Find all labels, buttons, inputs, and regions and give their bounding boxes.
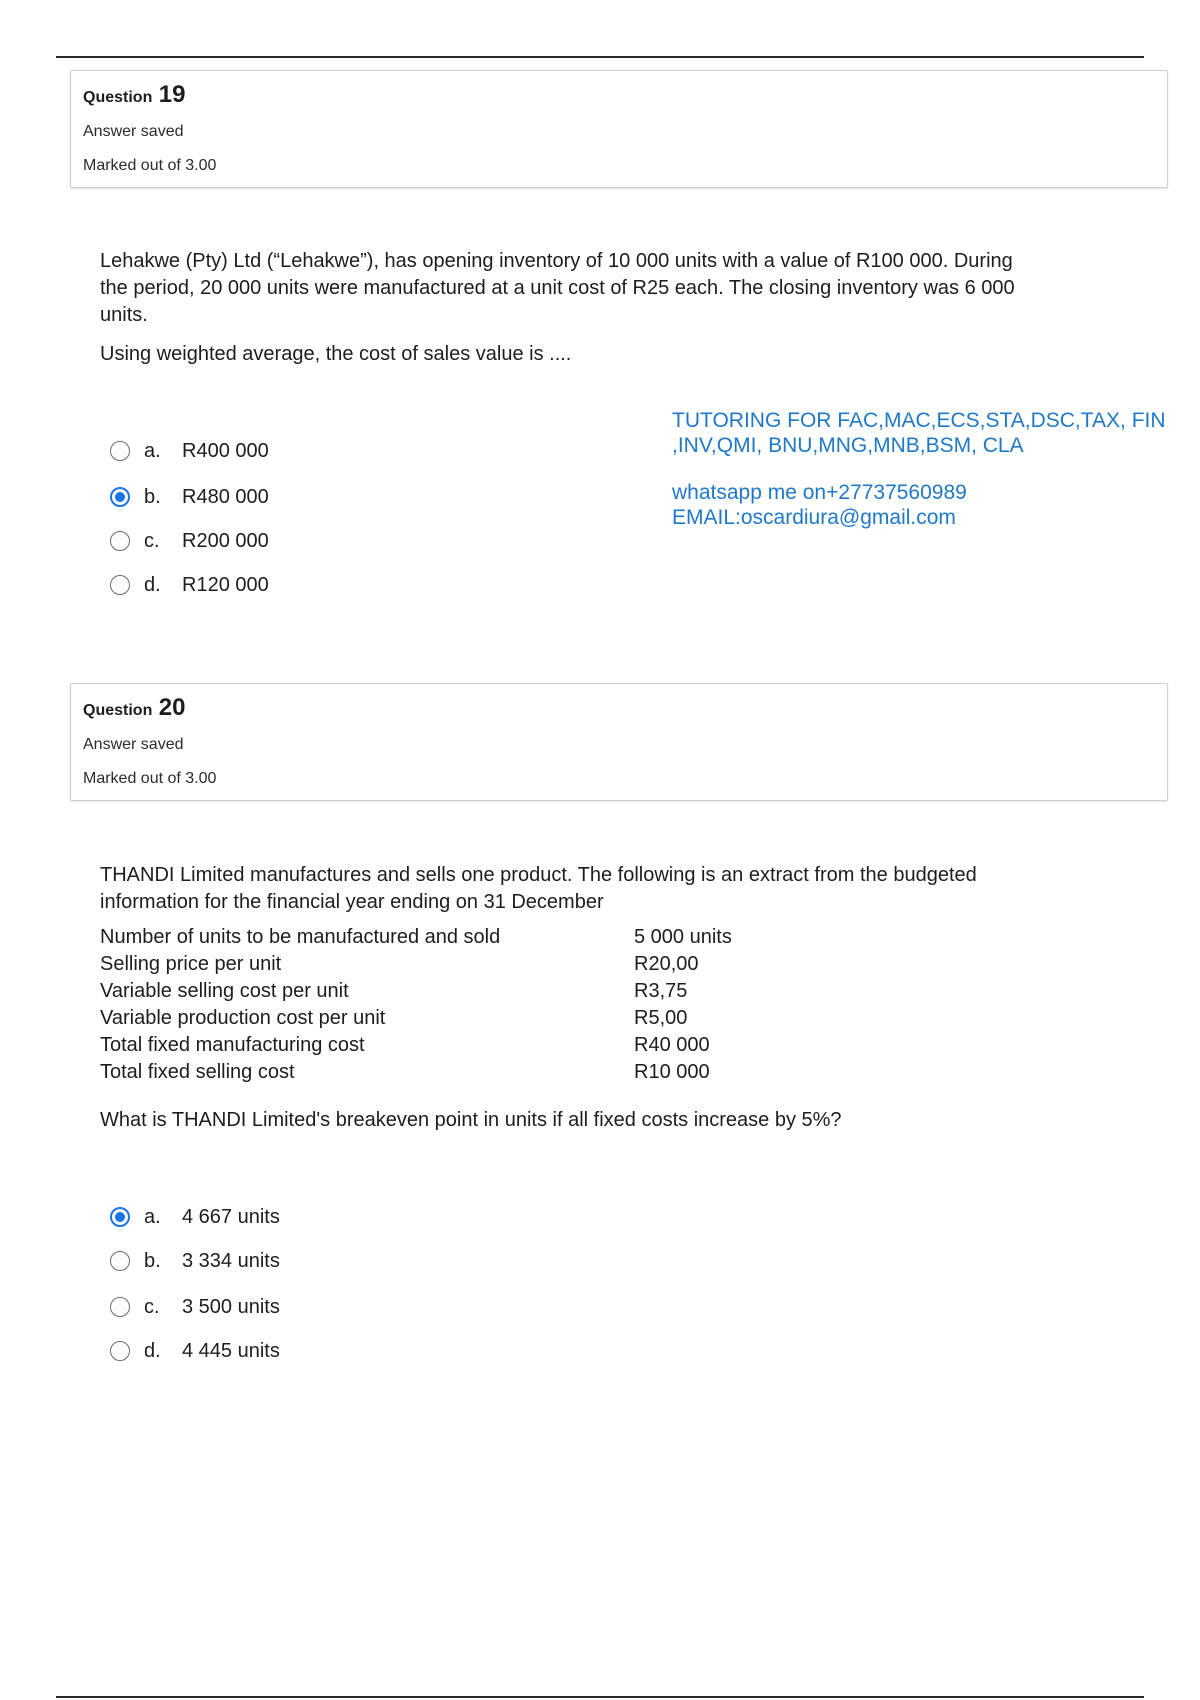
answer-option-b[interactable]: b. R480 000 — [110, 482, 410, 512]
page-top-rule — [56, 56, 1144, 58]
table-row: Variable selling cost per unit R3,75 — [100, 980, 688, 1002]
answer-option-c[interactable]: c. R200 000 — [110, 526, 410, 556]
table-row: Variable production cost per unit R5,00 — [100, 1007, 688, 1029]
question-20-prompt: What is THANDI Limited's breakeven point in units if all fixed costs increase by 5%? — [100, 1109, 842, 1131]
grade-info: Marked out of 3.00 — [83, 770, 217, 787]
question-19-info — [70, 70, 1168, 188]
answer-option-c[interactable]: c. 3 500 units — [110, 1292, 410, 1322]
budget-extract-table — [100, 924, 800, 1086]
radio-button[interactable] — [110, 1251, 130, 1271]
answer-option-a[interactable]: a. R400 000 — [110, 436, 410, 466]
question-19-prompt: Using weighted average, the cost of sales value is .... — [100, 343, 572, 365]
question-20-text: THANDI Limited manufactures and sells one product. The following is an extract from the budgeted information for the financial year ending on 31 December — [100, 864, 977, 913]
answer-option-a[interactable]: a. 4 667 units — [110, 1202, 410, 1232]
question-number: Question 20 — [83, 694, 186, 721]
answer-state: Answer saved — [83, 123, 184, 140]
answer-option-d[interactable]: d. 4 445 units — [110, 1336, 410, 1366]
answer-option-b[interactable]: b. 3 334 units — [110, 1246, 410, 1276]
radio-button-selected[interactable] — [110, 487, 130, 507]
radio-button[interactable] — [110, 531, 130, 551]
radio-button-selected[interactable] — [110, 1207, 130, 1227]
radio-button[interactable] — [110, 1297, 130, 1317]
grade-info: Marked out of 3.00 — [83, 157, 217, 174]
radio-button[interactable] — [110, 441, 130, 461]
page-bottom-rule — [56, 1696, 1144, 1698]
question-20-info — [70, 683, 1168, 801]
table-row: Selling price per unit R20,00 — [100, 953, 699, 975]
radio-button[interactable] — [110, 1341, 130, 1361]
answer-state: Answer saved — [83, 736, 184, 753]
table-row: Total fixed manufacturing cost R40 000 — [100, 1034, 710, 1056]
question-19-text: Lehakwe (Pty) Ltd (“Lehakwe”), has opening inventory of 10 000 units with a value of R100 000. During the period, 20 000 units were manufactured at a unit cost of R25 each. The closing inventory was 6 000 units. Using weighted average, the cost of sales value is .... — [100, 248, 1140, 368]
table-row: Number of units to be manufactured and sold 5 000 units — [100, 926, 732, 948]
radio-button[interactable] — [110, 575, 130, 595]
table-row: Total fixed selling cost R10 000 — [100, 1061, 710, 1083]
tutoring-promo-text: TUTORING FOR FAC,MAC,ECS,STA,DSC,TAX, FIN ,INV,QMI, BNU,MNG,MNB,BSM, CLA whatsapp me on+27737560989 EMAIL:oscardiura@gmail.com — [672, 409, 1166, 529]
question-number: Question 19 — [83, 81, 186, 108]
answer-option-d[interactable]: d. R120 000 — [110, 570, 410, 600]
